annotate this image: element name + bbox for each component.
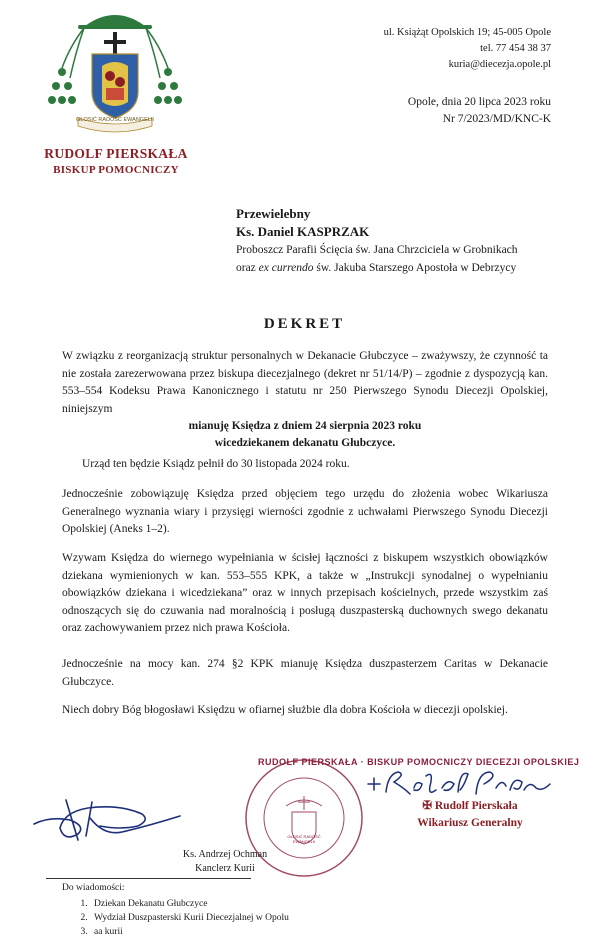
cc-block (62, 881, 289, 939)
date-reference-block (408, 94, 551, 128)
vicar-block (400, 798, 540, 832)
contact-phone: tel. 77 454 38 37 (480, 43, 551, 54)
cc-item: 3. aa kurii (90, 925, 289, 939)
paragraph-term: Urząd ten będzie Ksiądz pełnił do 30 listopada 2024 roku. (82, 458, 350, 470)
recipient-role-1: Proboszcz Parafii Ścięcia św. Jana Chrzciciela w Grobnikach (236, 244, 518, 256)
role2-latin: ex currendo (258, 262, 314, 274)
vicar-title: Wikariusz Generalny (417, 817, 523, 829)
paragraph-blessing: Niech dobry Bóg błogosławi Księdzu w ofiarnej służbie dla dobra Kościoła w diecezji opolskiej. (62, 704, 508, 716)
vicar-name: ✠ Rudolf Pierskała (422, 800, 518, 812)
paragraph-oath: Jednocześnie zobowiązuję Księdza przed objęciem tego urzędu do złożenia wobec Wikariusza Generalnego wyznania wiary i przysięgi wierności zgodnie z uchwałami Pierwszego Synodu Diecezji Opolskiej (Aneks 1–2). (62, 488, 548, 535)
cc-item: 1. Dziekan Dekanatu Głubczyce (90, 897, 289, 911)
recipient-name: Ks. Daniel KASPRZAK (236, 224, 370, 239)
contact-block (384, 25, 551, 73)
ochman-block (150, 848, 300, 876)
decision-line-2: wicedziekanem dekanatu Głubczyce. (214, 437, 396, 449)
recipient-salutation: Przewielebny (236, 206, 311, 221)
document-date: Opole, dnia 20 lipca 2023 roku (407, 96, 551, 108)
document-heading: DEKRET (263, 316, 346, 332)
paragraph-caritas: Jednocześnie na mocy kan. 274 §2 KPK mianuję Księdza duszpasterzem Caritas w Dekanacie Głubczyce. (62, 658, 548, 688)
bishop-title: BISKUP POMOCNICZY (53, 164, 179, 176)
contact-email[interactable]: kuria@diecezja.opole.pl (448, 59, 551, 70)
handwritten-signature-pierskala (364, 766, 554, 800)
decision-line-1: mianuję Księdza z dniem 24 sierpnia 2023 roku (188, 420, 422, 432)
seal-ring-text: RUDOLF PIERSKAŁA · BISKUP POMOCNICZY DIECEZJI OPOLSKIEJ (258, 757, 580, 767)
role2-pre: oraz (236, 262, 256, 274)
recipient-block (236, 205, 518, 277)
cc-list (74, 897, 289, 939)
recipient-role-2 (236, 259, 518, 277)
paragraph-intro: W związku z reorganizacją struktur personalnych w Dekanacie Głubczyce – zważywszy, że czynność ta nie została zarezerwowana przez biskupa diecezjalnego (dekret nr 51/14/P) – zgodnie z dyspozycją kan. 553–554 Kodeksu Prawa Kanonicznego i statutu nr 250 Pierwszego Synodu Diecezji Opolskiej, niniejszym (62, 350, 548, 415)
ochman-name: Ks. Andrzej Ochman (182, 849, 268, 860)
crest-motto: GŁOSIĆ RADOŚĆ EWANGELII (76, 117, 154, 123)
cc-label: Do wiadomości: (62, 883, 125, 893)
bishop-name: RUDOLF PIERSKAŁA (44, 146, 188, 161)
paragraph-duties: Wzywam Księdza do wiernego wypełniania w ścisłej łączności z biskupem wszystkich obowiązków dziekana wymienionych w kan. 553–555 KPK, a także w „Instrukcji synodalnej o wypełnianiu obowiązków dziekana i wicedziekana” oraz w innych przepisach kościelnych, przede wszystkim zaś odnoszących się do czuwania nad moralnością i posługą duszpasterską duchownych swego dekanatu oraz zachowywaniem przez nich prawa Kościoła. (62, 552, 548, 634)
document-reference: Nr 7/2023/MD/KNC-K (442, 113, 551, 125)
cc-item: 2. Wydział Duszpasterski Kurii Diecezjalnej w Opolu (90, 911, 289, 925)
ochman-title: Kanclerz Kurii (195, 863, 255, 874)
episcopal-coat-of-arms-icon (40, 6, 190, 134)
handwritten-signature-ochman (30, 790, 200, 848)
role2-post: św. Jakuba Starszego Apostoła w Debrzycy (316, 262, 517, 274)
contact-address: ul. Książąt Opolskich 19; 45-005 Opole (383, 27, 551, 38)
seal-inner-motto: GŁOSIĆ RADOŚĆ EWANGELII (287, 834, 321, 844)
cc-divider (46, 878, 251, 879)
